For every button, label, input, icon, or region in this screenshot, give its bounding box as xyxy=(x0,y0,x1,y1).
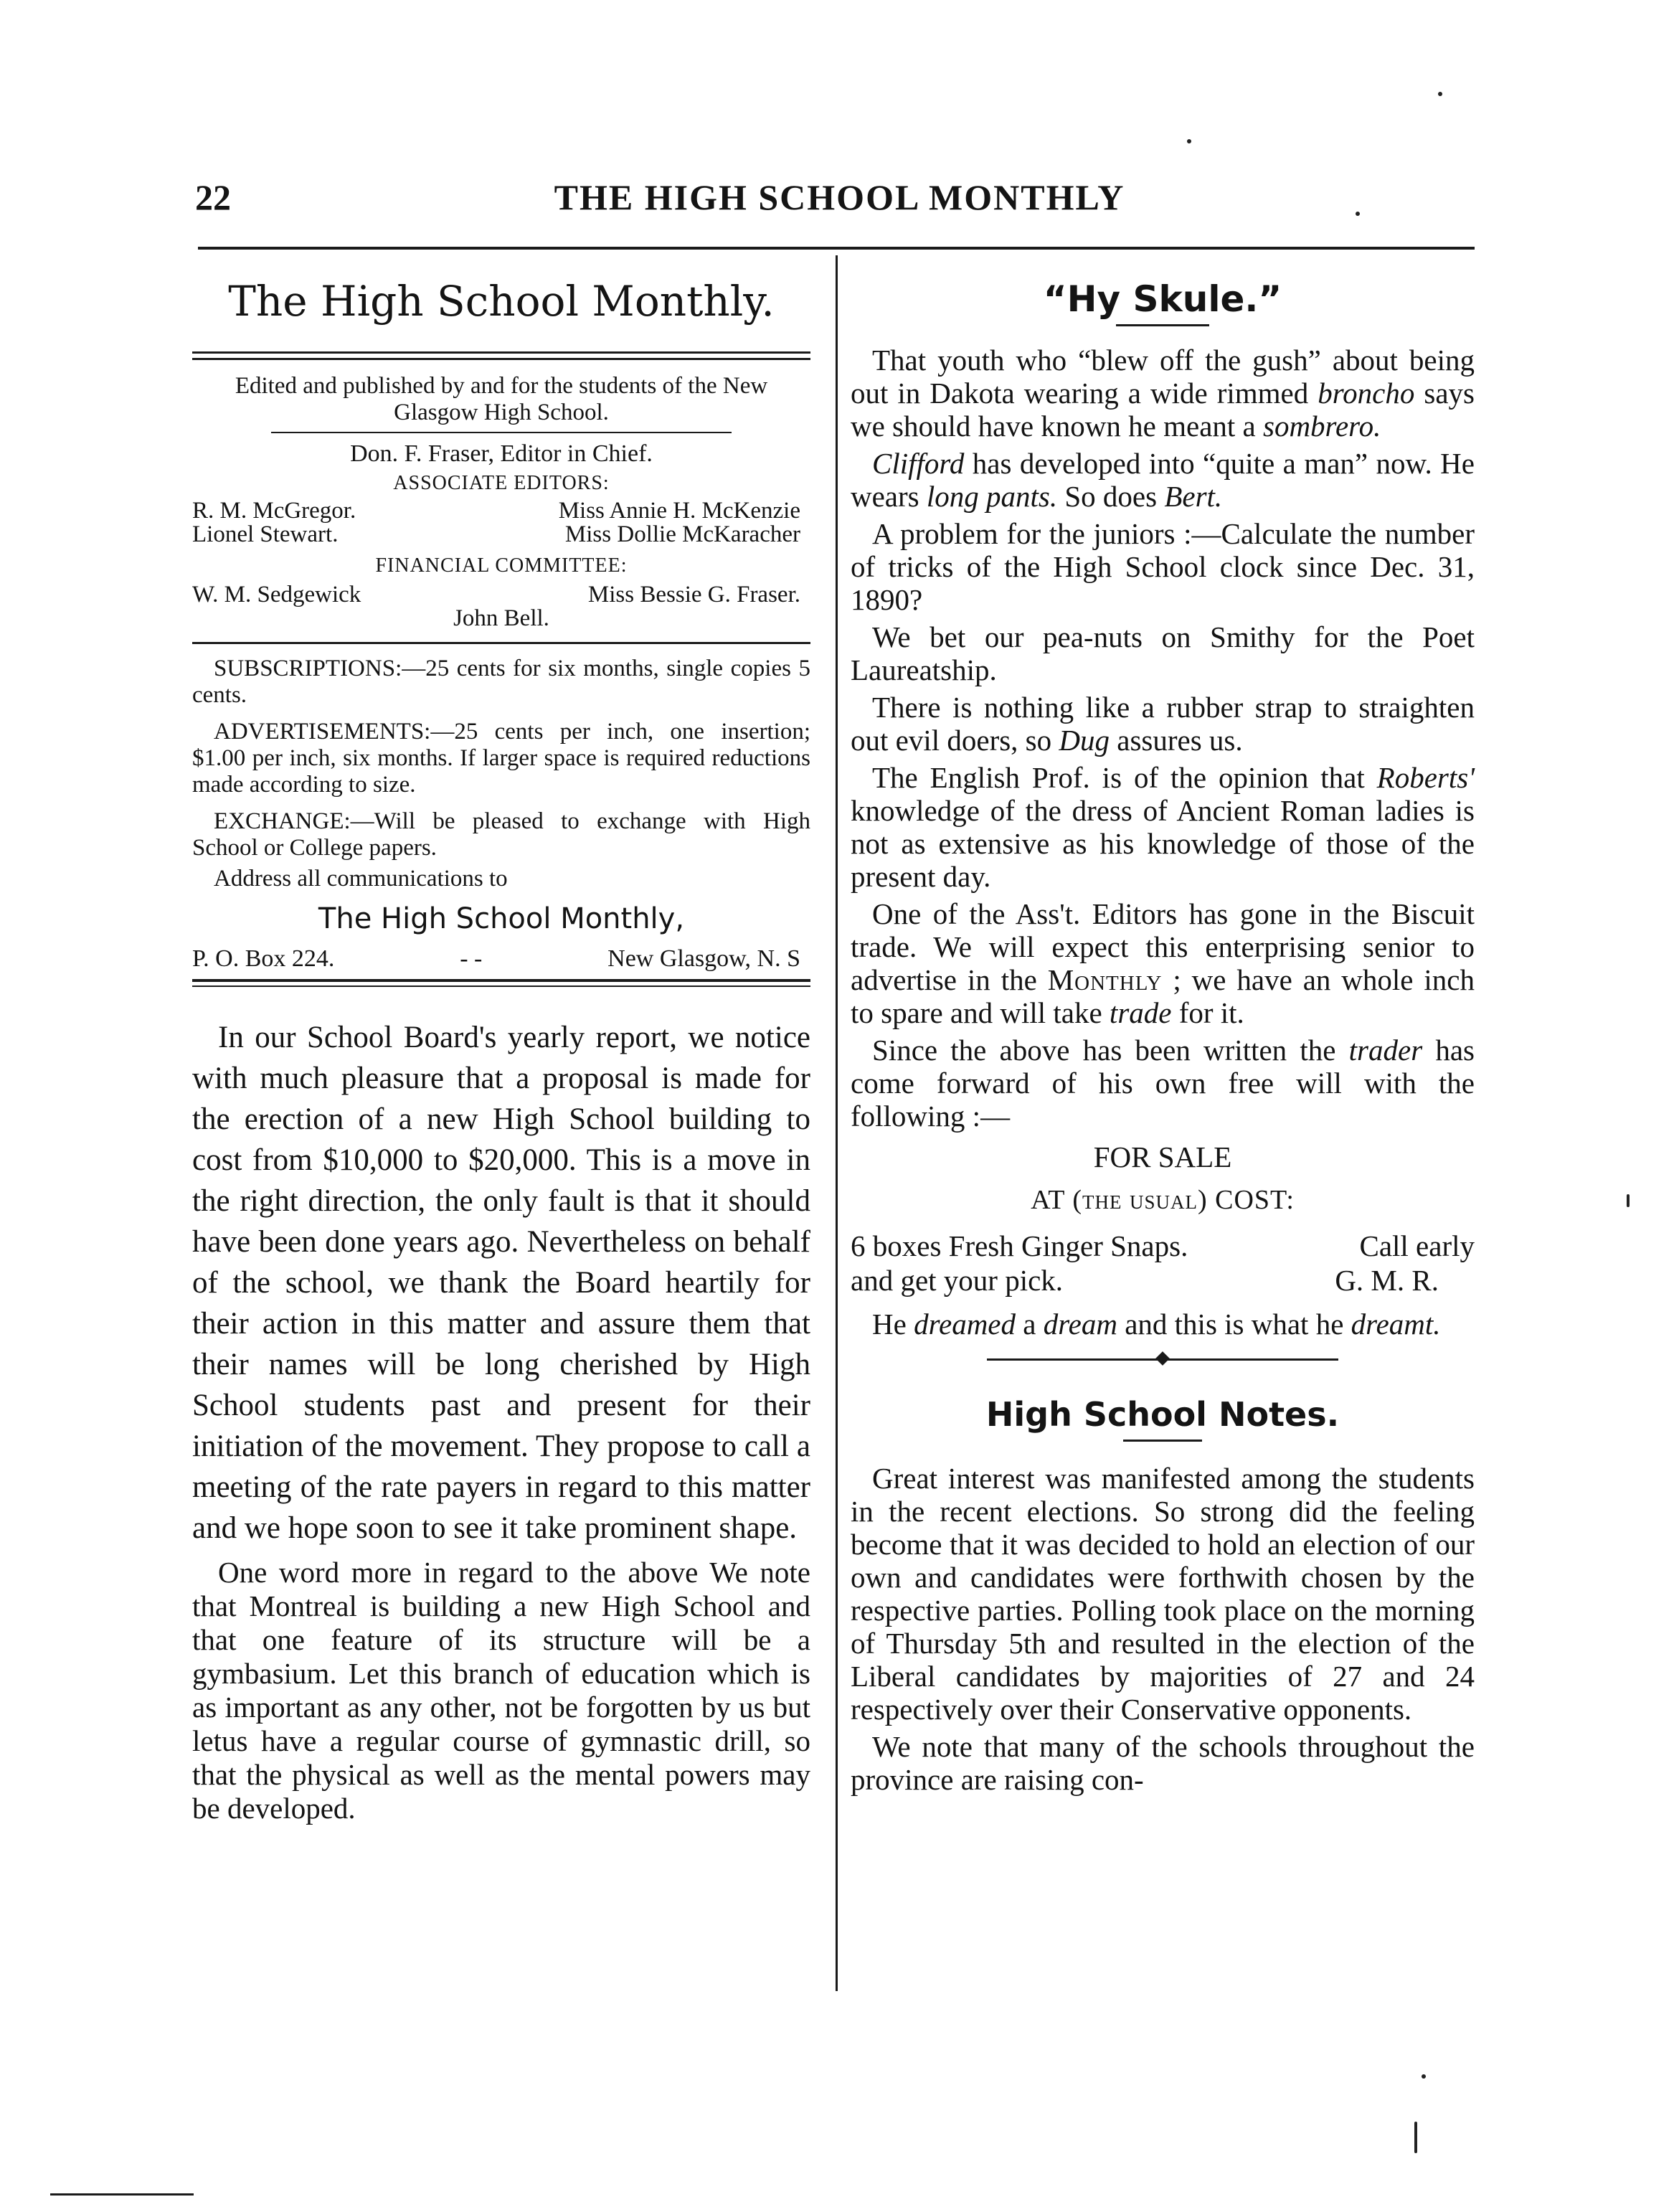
speck xyxy=(1438,92,1442,96)
ad-line-2-left: and get your pick. xyxy=(851,1264,1064,1297)
associate-1: R. M. McGregor. xyxy=(192,498,356,524)
financial-member-1: W. M. Sedgewick xyxy=(192,582,361,608)
masthead-bottom-rule-bottom xyxy=(192,986,810,987)
address-name: The High School Monthly, xyxy=(318,902,685,935)
address-box: P. O. Box 224. xyxy=(192,945,335,972)
diamond-ornament-icon xyxy=(1155,1351,1170,1366)
subscriptions: SUBSCRIPTIONS:—25 cents for six months, single copies 5 cents. xyxy=(192,656,810,708)
ad-line-2-right: G. M. R. xyxy=(1335,1264,1439,1297)
left-column xyxy=(192,271,810,1831)
address-dashes: - - xyxy=(460,945,483,972)
address-city: New Glasgow, N. S xyxy=(607,945,800,972)
associate-2: Miss Annie H. McKenzie xyxy=(558,498,800,524)
financial-member-2: Miss Bessie G. Fraser. xyxy=(587,582,800,608)
associate-row-2 xyxy=(192,521,810,548)
hy-skule-item-8: Since the above has been written the trader has come forward of his own free will with the following :— xyxy=(851,1034,1475,1133)
ad-line-1-left: 6 boxes Fresh Ginger Snaps. xyxy=(851,1229,1188,1262)
speck xyxy=(1414,2122,1417,2153)
footer-rule xyxy=(50,2193,194,2196)
hy-skule-item-7: One of the Ass't. Editors has gone in the Biscuit trade. We will expect this enterprising senior to advertise in the Monthly ; we have an whole inch to spare and will take trade for it. xyxy=(851,897,1475,1029)
notes-paragraph-1: Great interest was manifested among the students in the recent elections. So strong did the feeling become that it was decided to hold an election of our own and candidates were forthwith chosen by the respective parties. Polling took place on the morning of Thursday 5th and resulted in the election of the Liberal candidates by majorities of 27 and 24 respectively over their Conservative opponents. xyxy=(851,1462,1475,1726)
address-intro: Address all communications to xyxy=(214,866,508,892)
associate-row-1 xyxy=(192,498,810,524)
masthead-terms-rule xyxy=(192,642,810,644)
ad-line-2 xyxy=(851,1263,1475,1298)
running-title: THE HIGH SCHOOL MONTHLY xyxy=(554,177,1125,217)
section-ornament xyxy=(987,1352,1338,1366)
page-number: 22 xyxy=(195,177,231,217)
advertisements: ADVERTISEMENTS:—25 cents per inch, one insertion; $1.00 per inch, six months. If larger space is required reductions made according to size. xyxy=(192,719,810,798)
at-cost-line: AT (the usual) COST: xyxy=(1031,1185,1295,1215)
editor-in-chief: Don. F. Fraser, Editor in Chief. xyxy=(350,440,653,467)
address-line xyxy=(192,945,810,972)
masthead-title: The High School Monthly. xyxy=(228,277,775,326)
masthead-intro-rule xyxy=(271,432,732,433)
financial-committee-label: FINANCIAL COMMITTEE: xyxy=(375,554,628,577)
financial-member-3: John Bell. xyxy=(453,605,549,631)
editorial-paragraph-1: In our School Board's yearly report, we notice with much pleasure that a proposal is made for the erection of a new High School building to cost from $10,000 to $20,000. This is a move in the right direction, the only fault is that it should have been done years ago. Nevertheless on behalf of the school, we thank the Board heartily for their action in this matter and assure them that their names will be long cherished by High School students past and present for their initiation of the movement. They propose to call a meeting of the rate payers in regard to this matter and we hope soon to see it take prominent shape. xyxy=(192,1021,810,1545)
hy-skule-item-3: A problem for the juniors :—Calculate the number of tricks of the High School clock since Dec. 31, 1890? xyxy=(851,517,1475,616)
associate-3: Lionel Stewart. xyxy=(192,521,339,547)
speck xyxy=(1187,139,1191,143)
hy-skule-item-4: We bet our pea-nuts on Smithy for the Poet Laureatship. xyxy=(851,620,1475,686)
editorial xyxy=(192,1017,810,1825)
right-column xyxy=(851,271,1475,1800)
hy-skule-item-6: The English Prof. is of the opinion that Roberts' knowledge of the dress of Ancient Roman ladies is not as extensive as his knowledge of those of the present day. xyxy=(851,761,1475,893)
ad-line-1 xyxy=(851,1229,1475,1263)
notes-title: High School Notes. xyxy=(985,1395,1340,1434)
editorial-paragraph-2: One word more in regard to the above We note that Montreal is building a new High School and that one feature of its structure will be a gymbasium. Let this branch of education which is as important as any other, not be forgotten by us but letus have a regular course of gymnastic drill, so that the physical as well as the mental powers may be developed. xyxy=(192,1556,810,1825)
hy-skule-items xyxy=(851,344,1475,1341)
hy-skule-item-2: Clifford has developed into “quite a man” now. He wears long pants. So does Bert. xyxy=(851,447,1475,513)
exchange: EXCHANGE:—Will be pleased to exchange with High School or College papers. xyxy=(192,808,810,861)
hy-skule-title-rule xyxy=(1116,324,1209,326)
speck xyxy=(1627,1194,1630,1207)
notes-paragraph-2: We note that many of the schools throughout the province are raising con- xyxy=(851,1730,1475,1796)
associate-4: Miss Dollie McKaracher xyxy=(564,521,800,547)
associate-editors-label: ASSOCIATE EDITORS: xyxy=(393,472,610,494)
speck xyxy=(1356,212,1360,216)
masthead-double-rule-bottom xyxy=(192,358,810,360)
notes-title-rule xyxy=(1123,1440,1202,1442)
ad-line-1-right: Call early xyxy=(1359,1229,1475,1262)
masthead-intro: Edited and published by and for the students of the New Glasgow High School. xyxy=(235,373,768,425)
hy-skule-title: “Hy Skule.” xyxy=(1043,278,1282,320)
speck xyxy=(1422,2074,1426,2079)
column-divider xyxy=(836,255,838,1991)
hy-skule-item-1: That youth who “blew off the gush” about being out in Dakota wearing a wide rimmed broncho says we should have known he meant a sombrero. xyxy=(851,344,1475,443)
masthead-double-rule-top xyxy=(192,351,810,354)
hy-skule-item-5: There is nothing like a rubber strap to straighten out evil doers, so Dug assures us. xyxy=(851,691,1475,757)
financial-row xyxy=(192,582,810,608)
hy-skule-item-9: He dreamed a dream and this is what he dreamt. xyxy=(872,1308,1441,1341)
for-sale-heading: FOR SALE xyxy=(1093,1140,1232,1173)
header-rule xyxy=(198,247,1475,250)
masthead-bottom-rule-top xyxy=(192,979,810,982)
